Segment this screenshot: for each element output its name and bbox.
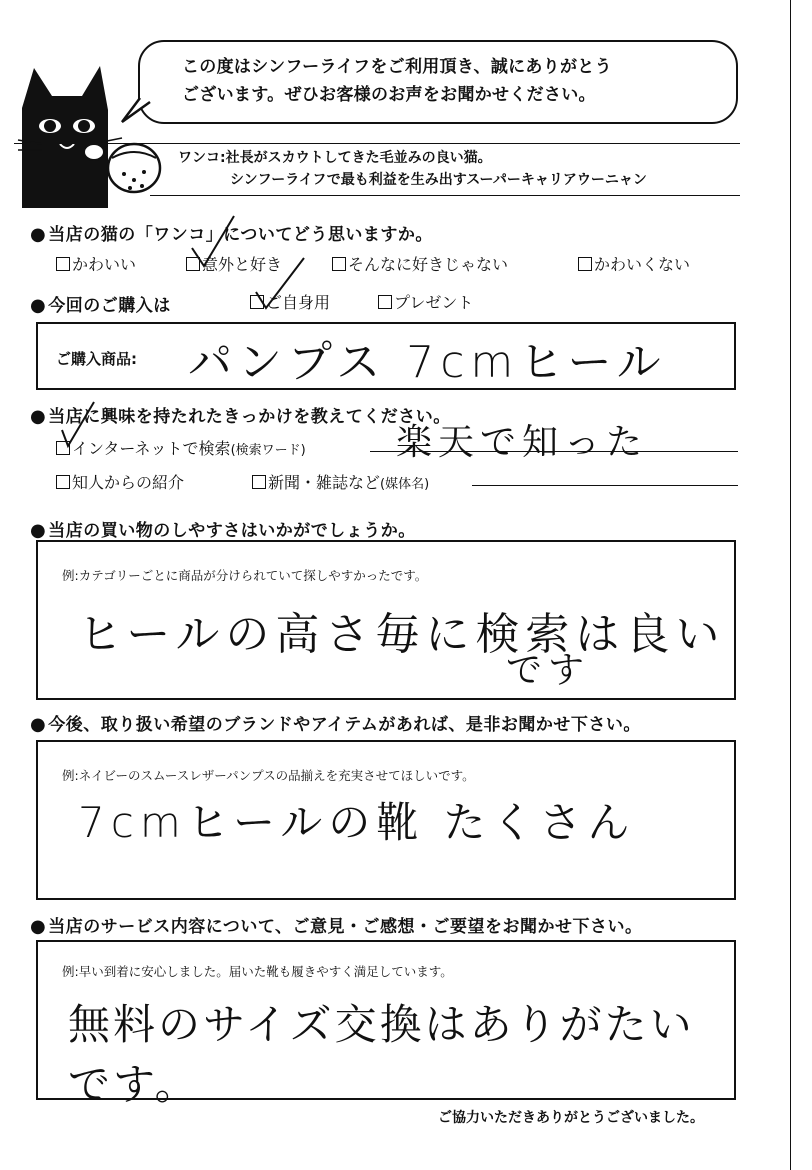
checkbox[interactable] (252, 475, 266, 489)
q3-internet-answer[interactable]: 楽天で知った (396, 422, 649, 463)
q2-question: ● 今回のご購入は (30, 295, 171, 316)
speech-bubble-tail (120, 96, 160, 126)
q1-check-mark-icon (188, 212, 238, 270)
q3-media-answer-line (472, 485, 738, 486)
product-box (36, 322, 736, 390)
q4-answer-box[interactable] (36, 540, 736, 700)
product-answer[interactable]: パンプス 7cmヒール (188, 337, 667, 388)
speech-line-2: ございます。ぜひお客様のお声をお聞かせください。 (182, 85, 596, 105)
q6-label: 当店のサービス内容について、ご意見・ご感想・ご要望をお聞かせ下さい。 (48, 917, 643, 937)
cat-note-line-1: ワンコ:社長がスカウトしてきた毛並みの良い猫。 (178, 150, 492, 166)
q1-option-igai-to-suki[interactable]: 意外と好き (186, 252, 282, 275)
q6-question: ● 当店のサービス内容について、ご意見・ご感想・ご要望をお聞かせ下さい。 (30, 916, 643, 937)
q3-media-hint: (媒体名) (380, 477, 430, 492)
q1-label: 当店の猫の「ワンコ」についてどう思いますか。 (48, 225, 433, 245)
q3-check-mark-icon (58, 400, 98, 450)
q1-question: ● 当店の猫の「ワンコ」についてどう思いますか。 (30, 224, 433, 245)
cat-note-bottom-line (150, 195, 740, 196)
q3-internet-hint: (検索ワード) (230, 443, 306, 458)
q5-answer-box[interactable] (36, 740, 736, 900)
q4-question: ● 当店の買い物のしやすさはいかがでしょうか。 (30, 520, 416, 541)
checkbox[interactable] (332, 257, 346, 271)
q6-answer-box[interactable] (36, 940, 736, 1109)
q5-question: ● 今後、取り扱い希望のブランドやアイテムがあれば、是非お聞かせ下さい。 (30, 714, 641, 735)
q1-option-kawaii[interactable]: かわいい (56, 252, 136, 275)
q4-example: 例:カテゴリーごとに商品が分けられていて探しやすかったです。 (62, 568, 428, 583)
speech-line-1: この度はシンフーライフをご利用頂き、誠にありがとう (182, 57, 612, 77)
product-label: ご購入商品: (56, 350, 137, 368)
q4-label: 当店の買い物のしやすさはいかがでしょうか。 (48, 521, 416, 541)
q5-answer: 7cmヒールの靴 たくさん (78, 798, 636, 847)
q3-option-internet[interactable]: インターネットで検索(検索ワード) (56, 436, 306, 459)
checkbox[interactable] (56, 257, 70, 271)
q2-label: 今回のご購入は (48, 296, 171, 316)
q2-option-present[interactable]: プレゼント (378, 290, 473, 313)
cat-note-line-2: シンフーライフで最も利益を生み出すスーパーキャリアウーニャン (230, 172, 647, 188)
q5-example: 例:ネイビーのスムースレザーパンプスの品揃えを充実させてほしいです。 (62, 768, 475, 783)
q6-example: 例:早い到着に安心しました。届いた靴も履きやすく満足しています。 (62, 964, 453, 979)
q3-option-friend[interactable]: 知人からの紹介 (56, 470, 184, 493)
checkbox[interactable] (578, 257, 592, 271)
q3-option-media[interactable]: 新聞・雑誌など(媒体名) (252, 470, 429, 493)
q2-check-mark-icon (250, 254, 310, 312)
q5-label: 今後、取り扱い希望のブランドやアイテムがあれば、是非お聞かせ下さい。 (48, 715, 641, 735)
cat-note-line (14, 143, 740, 144)
checkbox[interactable] (56, 475, 70, 489)
speech-bubble (138, 40, 738, 124)
q1-option-sonnani[interactable]: そんなに好きじゃない (332, 252, 508, 275)
scan-edge-line (790, 0, 791, 1170)
q4-answer-line-1: ヒールの高さ毎に検索は良い (78, 609, 726, 660)
footer-thanks: ご協力いただきありがとうございました。 (438, 1110, 704, 1126)
q2-option-self[interactable]: ご自身用 (250, 290, 330, 313)
q3-question: ● 当店に興味を持たれたきっかけを教えてください。 (30, 406, 451, 427)
q6-answer: 無料のサイズ交換はありがたいです。 (68, 1000, 695, 1109)
q3-label: 当店に興味を持たれたきっかけを教えてください。 (48, 407, 451, 427)
q1-option-kawaikunai[interactable]: かわいくない (578, 252, 690, 275)
checkbox[interactable] (378, 295, 392, 309)
q4-answer-line-2: です (506, 650, 591, 691)
